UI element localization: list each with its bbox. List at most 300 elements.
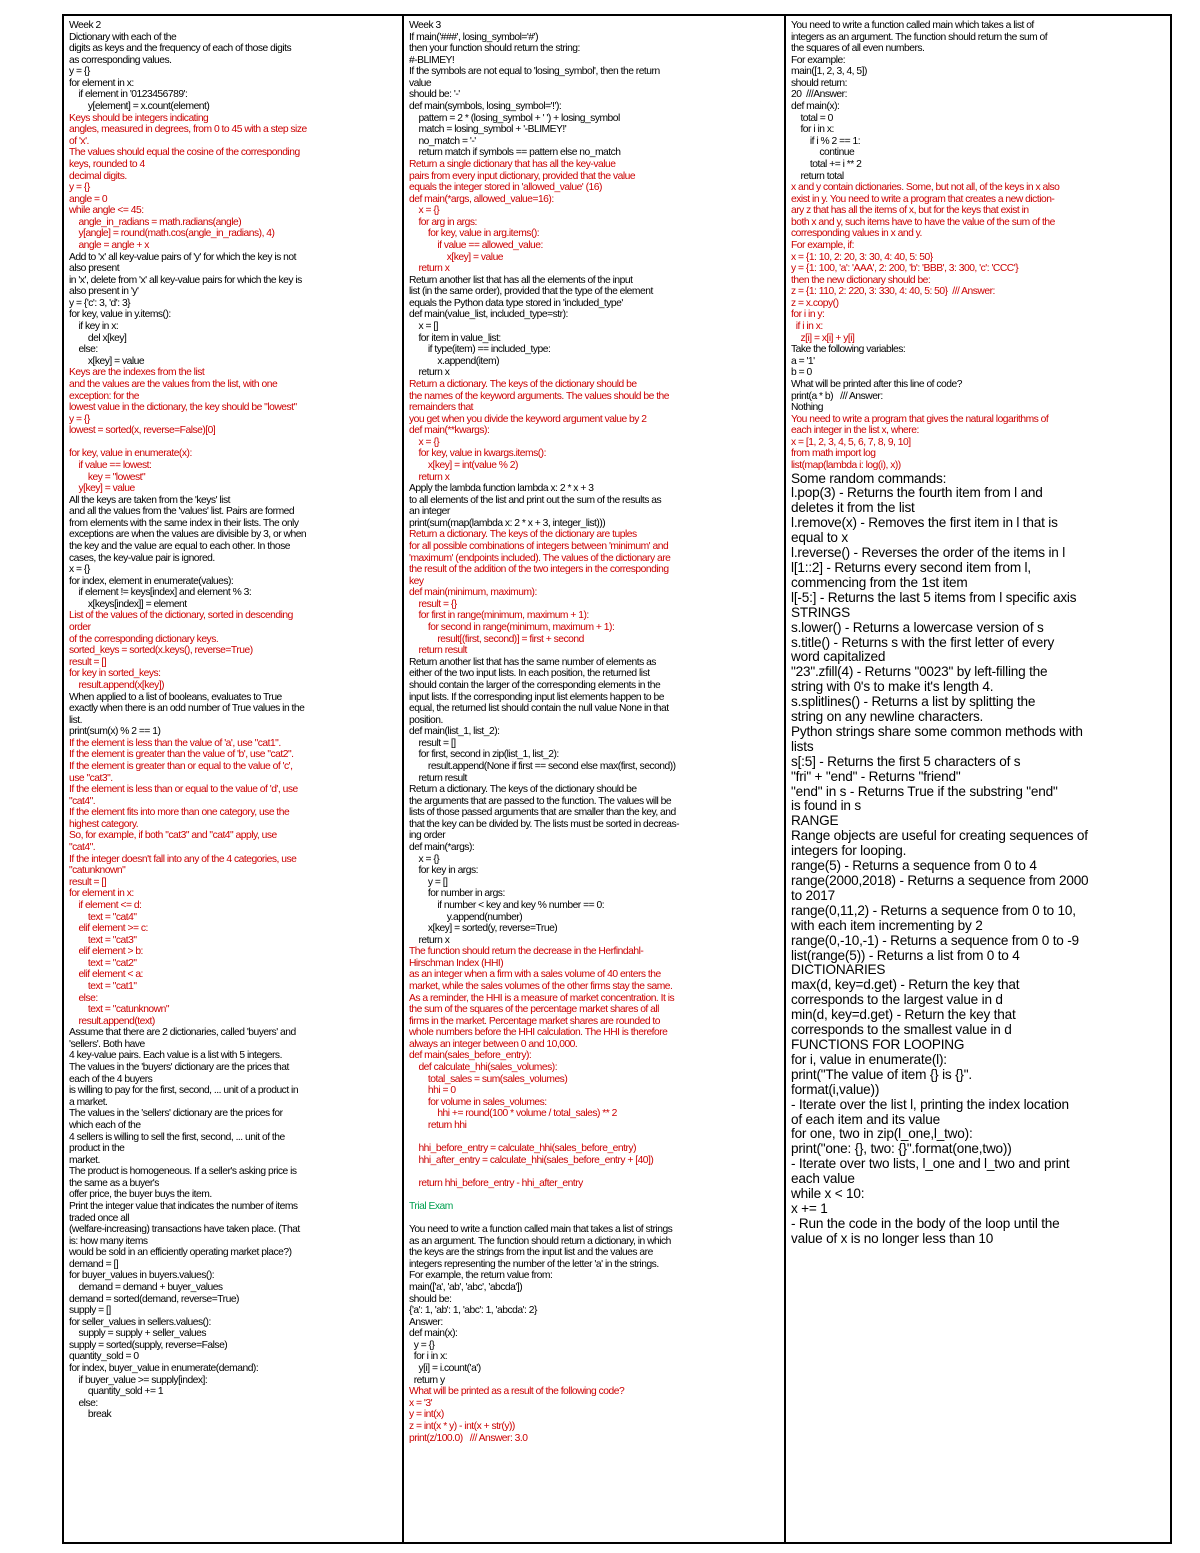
text-line: y = [] (409, 876, 448, 888)
text-line: main([1, 2, 3, 4, 5]) (791, 66, 867, 78)
text-line: the squares of all even numbers. (791, 43, 925, 55)
text-line: for key, value in arg.items(): (409, 228, 540, 240)
text-line: text = "cat3" (69, 934, 137, 946)
text-line: for i in x: (791, 124, 834, 136)
text-line: for i, value in enumerate(l): (791, 1052, 947, 1067)
text-line: and the values are the values from the list, with one (69, 378, 278, 390)
text-line: whole numbers before the HHI calculation. The HHI is therefore (409, 1027, 668, 1039)
text-line: list(range(5)) - Returns a list from 0 to 4 (791, 948, 1020, 963)
text-line: total_sales = sum(sales_volumes) (409, 1073, 568, 1085)
text-line: text = "cat4" (69, 911, 137, 923)
text-line: format(i,value)) (791, 1082, 880, 1097)
text-line: (welfare-increasing) transactions have taken place. (That (69, 1224, 300, 1236)
text-line: If main('###', losing_symbol='#') (409, 31, 539, 43)
text-line: the keys are the strings from the input list and the values are (409, 1247, 653, 1259)
text-line: integers for looping. (791, 844, 907, 859)
text-line: What will be printed as a result of the following code? (409, 1386, 625, 1398)
text-line: offer price, the buyer buys the item. (69, 1189, 212, 1201)
text-line: for number in args: (409, 888, 505, 900)
text-line: commencing from the 1st item (791, 575, 968, 590)
text-line: lowest value in the dictionary, the key should be "lowest" (69, 402, 297, 414)
text-line: the arguments that are passed to the function. The values will be (409, 795, 672, 807)
text-line: corresponds to the smallest value in d (791, 1023, 1012, 1038)
text-line: for i in x: (409, 1351, 448, 1363)
text-line: main(['a', 'ab', 'abc', 'abcda']) (409, 1282, 523, 1294)
text-line: would be sold in an efficiently operating market place?) (69, 1247, 292, 1259)
text-line: if number < key and key % number == 0: (409, 899, 605, 911)
text-line: text = "cat2" (69, 957, 137, 969)
column-reference (786, 16, 1170, 1542)
text-line: Apply the lambda function lambda x: 2 * x + 3 (409, 483, 594, 495)
text-line: If the element is greater than or equal to the value of 'c', (69, 761, 293, 772)
text-line: y[key] = value (69, 483, 135, 495)
text-line: equals the integer stored in 'allowed_value' (16) (409, 182, 602, 194)
text-line: list (in the same order), provided that the type of the element (409, 286, 653, 298)
text-line: if element != keys[index] and element % 3: (69, 587, 252, 599)
text-line: x = {} (69, 564, 90, 576)
text-line: return x (409, 471, 450, 483)
text-line: is willing to pay for the first, second, ... unit of a product in (69, 1085, 299, 1097)
text-line: Trial Exam (409, 1200, 453, 1212)
text-line: #-BLIMEY! (409, 54, 455, 66)
text-line: result = [] (409, 737, 456, 749)
text-line: if i in x: (791, 321, 823, 333)
text-line: y = {} (69, 66, 90, 78)
text-line: x[key] = value (69, 355, 145, 367)
text-line: 'maximum' (endpoints included). The values of the dictionary are (409, 552, 671, 564)
text-line: If the symbols are not equal to 'losing_symbol', then the return (409, 66, 660, 78)
text-line: x = '3' (409, 1397, 433, 1409)
text-line: print(sum(map(lambda x: 2 * x + 3, integer_list))) (409, 517, 606, 529)
text-line: text = "catunknown" (69, 1004, 169, 1016)
text-line: total += i ** 2 (791, 158, 862, 170)
text-line: def main(sales_before_entry): (409, 1050, 532, 1062)
text-line: corresponds to the largest value in d (791, 993, 1003, 1008)
text-line: use "cat3". (69, 772, 113, 784)
text-line: ing order (409, 830, 446, 842)
text-line: quantity_sold = 0 (69, 1351, 139, 1363)
text-line: for i in y: (791, 309, 825, 321)
text-line: The values in the 'sellers' dictionary are the prices for (69, 1108, 283, 1120)
text-line: "cat4". (69, 795, 96, 807)
text-line: x = {} (409, 436, 440, 448)
text-line: - Run the code in the body of the loop until the (791, 1216, 1060, 1231)
text-line: angles, measured in degrees, from 0 to 45 with a step size (69, 124, 307, 136)
text-line: return result (409, 772, 467, 784)
text-line: you get when you divide the keyword argument value by 2 (409, 413, 647, 425)
text-line: ary z that has all the items of x, but for the keys that exist in (791, 205, 1029, 217)
text-line: STRINGS (791, 605, 851, 620)
text-line: max(d, key=d.get) - Return the key that (791, 978, 1020, 993)
text-line: s.splitlines() - Returns a list by splitting the (791, 695, 1036, 710)
text-line: for first in range(minimum, maximum + 1): (409, 610, 589, 622)
text-line: "end" in s - Returns True if the substring "end" (791, 784, 1058, 799)
text-line: x[key] = value (409, 251, 504, 263)
text-line: for second in range(minimum, maximum + 1): (409, 622, 615, 634)
text-line: elif element < a: (69, 969, 143, 981)
text-line: for seller_values in sellers.values(): (69, 1316, 211, 1328)
text-line: List of the values of the dictionary, sorted in descending (69, 610, 293, 622)
text-line: each of the 4 buyers (69, 1073, 153, 1085)
text-line: both x and y, such items have to have the value of the sum of the (791, 216, 1055, 228)
text-line: word capitalized (791, 650, 886, 665)
text-line: product in the (69, 1143, 125, 1155)
text-line: If the element fits into more than one category, use the (69, 807, 290, 819)
text-line: result = {} (409, 598, 457, 610)
text-line: 20 ///Answer: (791, 89, 847, 101)
text-line: demand = demand + buyer_values (69, 1282, 223, 1294)
text-line: result[(first, second)] = first + second (409, 633, 584, 645)
text-line: return total (791, 170, 844, 182)
text-line: order (69, 622, 91, 634)
text-line: So, for example, if both "cat3" and "cat4" apply, use (69, 830, 277, 842)
text-line: s[:5] - Returns the first 5 characters of s (791, 754, 1021, 769)
text-line: FUNCTIONS FOR LOOPING (791, 1037, 965, 1052)
text-line: for index, buyer_value in enumerate(demand): (69, 1363, 259, 1375)
text-line: break (69, 1409, 112, 1421)
text-line: If the element is less than or equal to the value of 'd', use (69, 784, 298, 796)
text-line: Return another list that has the same number of elements as (409, 656, 656, 668)
text-line: elif element >= c: (69, 923, 148, 935)
text-line: Keys are the indexes from the list (69, 367, 205, 379)
text-line: result = [] (69, 656, 107, 668)
text-line: as an integer when a firm with a sales volume of 40 enters the (409, 969, 661, 981)
text-line: For example: (791, 54, 846, 66)
text-line: equal to x (791, 531, 848, 546)
text-line: value of x is no longer less than 10 (791, 1231, 994, 1246)
text-line: print(a * b) /// Answer: (791, 390, 883, 402)
text-line: def main(*args): (409, 842, 475, 854)
text-line: s.title() - Returns s with the first letter of every (791, 635, 1055, 650)
text-line: market. (69, 1154, 100, 1166)
text-line: either of the two input lists. In each position, the returned list (409, 668, 650, 680)
text-line: for arg in args: (409, 216, 477, 228)
text-line: an integer (409, 506, 450, 518)
text-line: integers representing the number of the letter 'a' in the strings. (409, 1258, 659, 1270)
text-line: print("one: {}, two: {}".format(one,two)) (791, 1142, 1012, 1157)
text-line (409, 1166, 779, 1178)
text-line: As a reminder, the HHI is a measure of market concentration. It is (409, 992, 675, 1004)
text-line: return x (409, 934, 450, 946)
text-line: Week 3 (409, 20, 441, 31)
text-line: If the element is greater than the value of 'b', use "cat2". (69, 749, 294, 761)
text-line: should be: (409, 1293, 452, 1305)
text-line: "23".zfill(4) - Returns "0023" by left-filling the (791, 665, 1048, 680)
text-line: input lists. If the corresponding input list elements happen to be (409, 691, 664, 703)
text-line: position. (409, 714, 443, 726)
text-line: continue (791, 147, 855, 159)
text-line: "cat4". (69, 842, 96, 854)
text-line: Return a dictionary. The keys of the dictionary should be (409, 378, 637, 390)
text-line: Some random commands: (791, 471, 947, 486)
text-line: x = {} (409, 853, 440, 865)
text-line: corresponding values in x and y. (791, 228, 922, 240)
text-line: deletes it from the list (791, 501, 915, 516)
text-line: demand = [] (69, 1258, 119, 1270)
text-line: z[i] = x[i] + y[i] (791, 332, 855, 344)
text-line: else: (69, 1397, 98, 1409)
text-line: The values in the 'buyers' dictionary are the prices that (69, 1062, 289, 1074)
text-line: supply = [] (69, 1305, 111, 1317)
text-line: return x (409, 263, 450, 275)
text-line: return hhi_before_entry - hhi_after_entry (409, 1177, 583, 1189)
text-line: remainders that (409, 402, 474, 414)
text-line: y = int(x) (409, 1409, 444, 1421)
text-line: print(z/100.0) /// Answer: 3.0 (409, 1432, 528, 1444)
text-line: always an integer between 0 and 10,000. (409, 1038, 578, 1050)
text-line: Take the following variables: (791, 344, 906, 356)
text-line: y = {'c': 3, 'd': 3} (69, 297, 131, 309)
text-line: Return a dictionary. The keys of the dictionary are tuples (409, 529, 637, 541)
text-line: cases, the key-value pair is ignored. (69, 552, 215, 564)
text-line: return result (409, 645, 467, 657)
text-line: exactly when there is an odd number of True values in the (69, 703, 305, 715)
text-line: highest category. (69, 818, 139, 830)
text-line: should return: (791, 77, 847, 89)
text-line: for key, value in enumerate(x): (69, 448, 192, 460)
text-line: s.lower() - Returns a lowercase version of s (791, 620, 1044, 635)
text-line: exist in y. You need to write a program that creates a new diction- (791, 193, 1055, 205)
text-line: for first, second in zip(list_1, list_2): (409, 749, 559, 761)
text-line: if type(item) == included_type: (409, 344, 551, 356)
text-line: def main(list_1, list_2): (409, 726, 500, 738)
text-line: for item in value_list: (409, 332, 501, 344)
text-line: print(sum(x) % 2 == 1) (69, 726, 161, 738)
text-line: traded once all (69, 1212, 130, 1224)
text-line: if value == allowed_value: (409, 239, 543, 251)
text-line: pairs from every input dictionary, provided that the value (409, 170, 636, 182)
text-line: angle = 0 (69, 193, 108, 205)
text-line: - Iterate over two lists, l_one and l_two and print (791, 1157, 1070, 1172)
text-line: x = [] (409, 321, 439, 333)
text-line: The values should equal the cosine of the corresponding (69, 147, 300, 159)
text-line: if element <= d: (69, 899, 142, 911)
text-line: If the element is less than the value of 'a', use "cat1". (69, 737, 281, 749)
text-line: the sum of the squares of the percentage market shares of all (409, 1004, 659, 1016)
text-line: All the keys are taken from the 'keys' list (69, 494, 230, 506)
text-line: the result of the addition of the two integers in the corresponding (409, 564, 669, 576)
text-line: text = "cat1" (69, 980, 137, 992)
text-line: x.append(item) (409, 355, 500, 367)
text-line: key (409, 575, 424, 587)
text-line: x = {1: 10, 2: 20, 3: 30, 4: 40, 5: 50} (791, 251, 933, 263)
text-line: When applied to a list of booleans, evaluates to True (69, 691, 282, 703)
cheat-sheet (62, 14, 1172, 1544)
text-line: y.append(number) (409, 911, 523, 923)
text-line: range(0,11,2) - Returns a sequence from 0 to 10, (791, 903, 1076, 918)
text-line: def main(x): (409, 1328, 458, 1340)
text-line: also present in 'y' (69, 286, 139, 298)
text-line: l[-5:] - Returns the last 5 items from l specific axis (791, 590, 1077, 605)
text-line: demand = sorted(demand, reverse=True) (69, 1293, 239, 1305)
text-line: hhi_before_entry = calculate_hhi(sales_before_entry) (409, 1143, 637, 1155)
text-line: x[key] = sorted(y, reverse=True) (409, 923, 558, 935)
text-line: in 'x', delete from 'x' all key-value pairs for which the key is (69, 274, 302, 286)
text-line: z = x.copy() (791, 297, 839, 309)
text-line: def main(symbols, losing_symbol='!'): (409, 101, 562, 113)
text-line: The function should return the decrease in the Herfindahl- (409, 946, 644, 958)
text-line: x[key] = int(value % 2) (409, 459, 518, 471)
text-line: for index, element in enumerate(values): (69, 575, 234, 587)
text-line: l.remove(x) - Removes the first item in l that is (791, 516, 1058, 531)
text-line: Hirschman Index (HHI) (409, 957, 504, 969)
text-line: pattern = 2 * (losing_symbol + ' ') + losing_symbol (409, 112, 620, 124)
text-line: from math import log (791, 448, 876, 460)
text-line: y = {} (69, 413, 90, 425)
text-line: y[angle] = round(math.cos(angle_in_radians), 4) (69, 228, 275, 240)
text-line: x = [1, 2, 3, 4, 5, 6, 7, 8, 9, 10] (791, 436, 911, 448)
text-line: as corresponding values. (69, 54, 172, 66)
text-line: x = {} (409, 205, 440, 217)
text-line: l.pop(3) - Returns the fourth item from l and (791, 486, 1043, 501)
text-line: return x (409, 367, 450, 379)
text-line: Return a dictionary. The keys of the dictionary should be (409, 784, 637, 796)
text-line: def main(value_list, included_type=str): (409, 309, 568, 321)
text-line: "catunknown" (69, 865, 126, 877)
text-line: equals the Python data type stored in 'included_type' (409, 297, 623, 309)
text-line: result.append(text) (69, 1015, 155, 1027)
text-line: The product is homogeneous. If a seller's asking price is (69, 1166, 297, 1178)
text-line: for buyer_values in buyers.values(): (69, 1270, 215, 1282)
text-line: def calculate_hhi(sales_volumes): (409, 1062, 558, 1074)
text-line: range(5) - Returns a sequence from 0 to 4 (791, 859, 1037, 874)
text-line (409, 1189, 779, 1201)
text-line: exception: for the (69, 390, 139, 402)
text-line: of 'x'. (69, 135, 89, 147)
text-line: with each item incrementing by 2 (791, 918, 983, 933)
text-line: x[keys[index]] = element (69, 598, 187, 610)
text-line: for element in x: (69, 77, 134, 89)
text-line: while angle <= 45: (69, 205, 144, 217)
text-line: digits as keys and the frequency of each of those digits (69, 43, 292, 55)
text-line: You need to write a function called main which takes a list of (791, 20, 1034, 31)
text-line: Answer: (409, 1316, 443, 1328)
text-line: x += 1 (791, 1201, 828, 1216)
text-line: to 2017 (791, 888, 835, 903)
text-line: def main(**kwargs): (409, 425, 490, 437)
text-line: supply = sorted(supply, reverse=False) (69, 1339, 228, 1351)
text-line: of the corresponding dictionary keys. (69, 633, 219, 645)
text-line: hhi = 0 (409, 1085, 456, 1097)
text-line: as an argument. The function should return a dictionary, in which (409, 1235, 671, 1247)
text-line: list. (69, 714, 82, 726)
text-line: which each of the (69, 1119, 141, 1131)
text-line: min(d, key=d.get) - Return the key that (791, 1008, 1016, 1023)
text-line: exceptions are when the values are divisible by 3, or when (69, 529, 307, 541)
text-line: return hhi (409, 1119, 467, 1131)
text-line: 'sellers'. Both have (69, 1038, 145, 1050)
text-line: result.append(None if first == second else max(first, second)) (409, 761, 676, 772)
text-line: for key in sorted_keys: (69, 668, 161, 680)
text-line: else: (69, 344, 98, 356)
text-line: for one, two in zip(l_one,l_two): (791, 1127, 973, 1142)
text-line: z = {1: 110, 2: 220, 3: 330, 4: 40, 5: 50} /// Answer: (791, 286, 995, 298)
text-line (69, 437, 397, 449)
text-line: def main(x): (791, 101, 840, 113)
text-line: lists (791, 739, 814, 754)
text-line (409, 1132, 779, 1144)
text-line: You need to write a function called main that takes a list of strings (409, 1224, 673, 1236)
text-line: should be: '-' (409, 89, 460, 101)
text-line: return match if symbols == pattern else no_match (409, 147, 621, 159)
text-line: return y (409, 1374, 445, 1386)
text-line: DICTIONARIES (791, 963, 886, 978)
text-line: RANGE (791, 814, 839, 829)
text-line: of each item and its value (791, 1112, 940, 1127)
text-line: hhi_after_entry = calculate_hhi(sales_before_entry + [40]) (409, 1154, 654, 1166)
text-line: keys, rounded to 4 (69, 158, 145, 170)
text-line: range(0,-10,-1) - Returns a sequence from 0 to -9 (791, 933, 1079, 948)
text-line: Keys should be integers indicating (69, 112, 209, 124)
text-line: - Iterate over the list l, printing the index location (791, 1097, 1069, 1112)
text-line: l[1::2] - Returns every second item from l, (791, 560, 1031, 575)
text-line: for key in args: (409, 865, 478, 877)
text-line: What will be printed after this line of code? (791, 378, 962, 390)
text-line: each value (791, 1172, 855, 1187)
text-line: no_match = '-' (409, 135, 476, 147)
text-line: the names of the keyword arguments. The values should be the (409, 390, 670, 402)
text-line: angle_in_radians = math.radians(angle) (69, 216, 242, 228)
text-line: print("The value of item {} is {}". (791, 1067, 972, 1082)
text-line: Nothing (791, 402, 823, 414)
text-line: y = {1: 100, 'a': 'AAA', 2: 200, 'b': 'BBB', 3: 300, 'c': 'CCC'} (791, 263, 1019, 275)
text-line: "fri" + "end" - Returns "friend" (791, 769, 961, 784)
text-line: Dictionary with each of the (69, 31, 177, 43)
text-line: a market. (69, 1096, 108, 1108)
text-line: is: how many items (69, 1235, 148, 1247)
text-line: if key in x: (69, 321, 119, 333)
text-line: should contain the larger of the corresponding elements in the (409, 679, 661, 691)
text-line: Range objects are useful for creating sequences of (791, 829, 1088, 844)
text-line: quantity_sold += 1 (69, 1386, 164, 1398)
text-line: Week 2 (69, 20, 101, 31)
text-line: if element in '0123456789': (69, 89, 188, 101)
column-week-3 (404, 16, 786, 1542)
text-line: angle = angle + x (69, 239, 149, 251)
text-line: For example, the return value from: (409, 1270, 553, 1282)
text-line: Return another list that has all the elements of the input (409, 274, 633, 286)
text-line: else: (69, 992, 98, 1004)
text-line: If the integer doesn't fall into any of the 4 categories, use (69, 853, 297, 865)
text-line: def main(minimum, maximum): (409, 587, 537, 599)
text-line (409, 1213, 779, 1225)
text-line: range(2000,2018) - Returns a sequence from 2000 (791, 874, 1089, 889)
text-line: del x[key] (69, 332, 127, 344)
text-line: if value == lowest: (69, 459, 152, 471)
text-line: the same as a buyer's (69, 1177, 159, 1189)
text-line: firms in the market. Percentage market shares are rounded to (409, 1015, 661, 1027)
text-line: that the key can be divided by. The lists must be sorted in decreas- (409, 818, 680, 830)
text-line: string on any newline characters. (791, 710, 984, 725)
text-line: Return a single dictionary that has all the key-value (409, 158, 616, 170)
text-line: decimal digits. (69, 170, 127, 182)
text-line: integers as an argument. The function should return the sum of (791, 31, 1048, 43)
text-line: equal, the returned list should contain the null value None in that (409, 703, 669, 715)
text-line: y = {} (69, 182, 90, 194)
text-line: y[element] = x.count(element) (69, 101, 210, 113)
text-line: match = losing_symbol + '-BLIMEY!' (409, 124, 567, 136)
text-line: then the new dictionary should be: (791, 274, 931, 286)
text-line: if buyer_value >= supply[index]: (69, 1374, 208, 1386)
text-line: the key and the value are equal to each other. In those (69, 541, 290, 553)
text-line: Print the integer value that indicates the number of items (69, 1200, 298, 1212)
text-line: z = int(x * y) - int(x + str(y)) (409, 1420, 515, 1432)
text-line: key = "lowest" (69, 471, 146, 483)
column-week-2 (64, 16, 404, 1542)
text-line: from elements with the same index in their lists. The only (69, 517, 299, 529)
text-line: lowest = sorted(x, reverse=False)[0] (69, 425, 216, 437)
text-line: Python strings share some common methods with (791, 724, 1083, 739)
